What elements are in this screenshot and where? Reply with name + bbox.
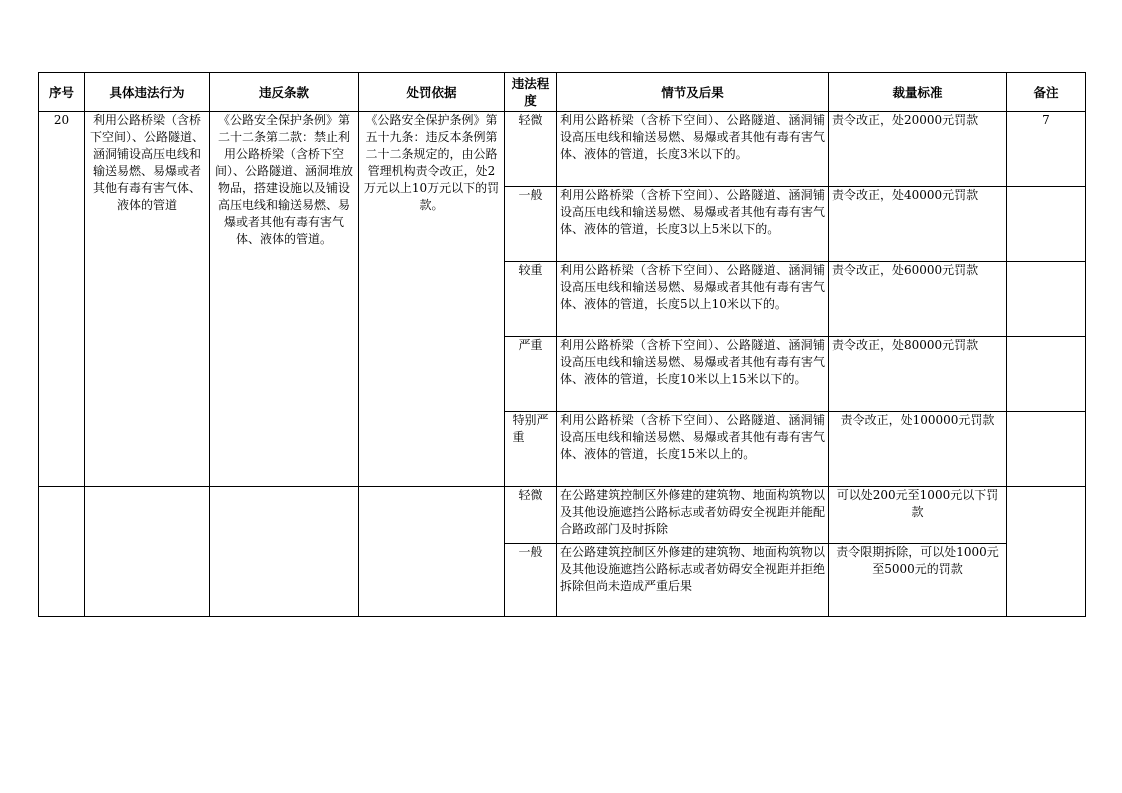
standard-cell: 可以处200元至1000元以下罚款 bbox=[829, 487, 1007, 544]
header-circumstance: 情节及后果 bbox=[557, 73, 829, 112]
basis-cell-empty bbox=[359, 487, 505, 617]
table-row bbox=[39, 112, 1086, 187]
header-row bbox=[39, 73, 1086, 112]
degree-cell bbox=[505, 112, 557, 187]
header-seq: 序号 bbox=[39, 73, 85, 112]
degree-cell bbox=[505, 544, 557, 617]
standard-cell: 责令改正，处100000元罚款 bbox=[829, 412, 1007, 487]
degree-text: 轻微 bbox=[518, 113, 543, 127]
basis-cell: 《公路安全保护条例》第五十九条：违反本条例第二十二条规定的，由公路管理机构责令改正，处2万元以上10万元以下的罚款。 bbox=[359, 112, 505, 487]
seq-cell-empty bbox=[39, 487, 85, 617]
remark-cell bbox=[1007, 262, 1086, 337]
header-clause: 违反条款 bbox=[210, 73, 359, 112]
standard-cell: 责令改正，处60000元罚款 bbox=[829, 262, 1007, 337]
degree-cell bbox=[505, 337, 557, 412]
circumstance-cell: 利用公路桥梁（含桥下空间）、公路隧道、涵洞铺设高压电线和输送易燃、易爆或者其他有毒有害气体、液体的管道，长度10米以上15米以下的。 bbox=[557, 337, 829, 412]
remark-cell bbox=[1007, 337, 1086, 412]
header-remark: 备注 bbox=[1007, 73, 1086, 112]
clause-cell: 《公路安全保护条例》第二十二条第二款：禁止利用公路桥梁（含桥下空间）、公路隧道、涵洞堆放物品，搭建设施以及铺设高压电线和输送易燃、易爆或者其他有毒有害气体、液体的管道。 bbox=[210, 112, 359, 487]
standard-cell: 责令改正，处80000元罚款 bbox=[829, 337, 1007, 412]
act-cell: 利用公路桥梁（含桥下空间）、公路隧道、涵洞铺设高压电线和输送易燃、易爆或者其他有毒有害气体、液体的管道 bbox=[85, 112, 210, 487]
circumstance-cell: 在公路建筑控制区外修建的建筑物、地面构筑物以及其他设施遮挡公路标志或者妨碍安全视距并能配合路政部门及时拆除 bbox=[557, 487, 829, 544]
header-degree: 违法程度 bbox=[505, 73, 557, 112]
degree-text: 严重 bbox=[518, 338, 543, 352]
act-cell-empty bbox=[85, 487, 210, 617]
degree-text: 一般 bbox=[518, 545, 543, 559]
penalty-discretion-table bbox=[38, 72, 1086, 617]
table-row bbox=[39, 487, 1086, 544]
degree-text: 特别严重 bbox=[512, 413, 549, 444]
seq-cell: 20 bbox=[39, 112, 85, 487]
standard-cell: 责令改正，处40000元罚款 bbox=[829, 187, 1007, 262]
remark-cell-empty bbox=[1007, 487, 1086, 617]
degree-cell bbox=[505, 487, 557, 544]
header-standard: 裁量标准 bbox=[829, 73, 1007, 112]
degree-cell bbox=[505, 187, 557, 262]
degree-cell bbox=[505, 262, 557, 337]
header-basis: 处罚依据 bbox=[359, 73, 505, 112]
degree-text: 一般 bbox=[518, 188, 543, 202]
remark-cell bbox=[1007, 412, 1086, 487]
remark-cell: 7 bbox=[1007, 112, 1086, 187]
standard-cell: 责令改正，处20000元罚款 bbox=[829, 112, 1007, 187]
degree-text: 轻微 bbox=[518, 488, 543, 502]
circumstance-cell: 在公路建筑控制区外修建的建筑物、地面构筑物以及其他设施遮挡公路标志或者妨碍安全视距并拒绝拆除但尚未造成严重后果 bbox=[557, 544, 829, 617]
standard-cell: 责令限期拆除，可以处1000元至5000元的罚款 bbox=[829, 544, 1007, 617]
circumstance-cell: 利用公路桥梁（含桥下空间）、公路隧道、涵洞铺设高压电线和输送易燃、易爆或者其他有毒有害气体、液体的管道，长度15米以上的。 bbox=[557, 412, 829, 487]
circumstance-cell: 利用公路桥梁（含桥下空间）、公路隧道、涵洞铺设高压电线和输送易燃、易爆或者其他有毒有害气体、液体的管道，长度3以上5米以下的。 bbox=[557, 187, 829, 262]
remark-cell bbox=[1007, 187, 1086, 262]
degree-cell bbox=[505, 412, 557, 487]
degree-text: 较重 bbox=[518, 263, 543, 277]
circumstance-cell: 利用公路桥梁（含桥下空间）、公路隧道、涵洞铺设高压电线和输送易燃、易爆或者其他有毒有害气体、液体的管道，长度5以上10米以下的。 bbox=[557, 262, 829, 337]
circumstance-cell: 利用公路桥梁（含桥下空间）、公路隧道、涵洞铺设高压电线和输送易燃、易爆或者其他有毒有害气体、液体的管道，长度3米以下的。 bbox=[557, 112, 829, 187]
header-act: 具体违法行为 bbox=[85, 73, 210, 112]
clause-cell-empty bbox=[210, 487, 359, 617]
